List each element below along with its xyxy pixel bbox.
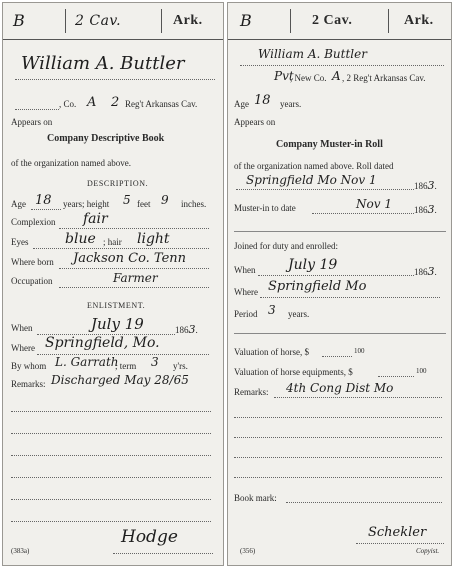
occupation-line (59, 287, 209, 288)
blank-line (234, 477, 442, 478)
blank-line (11, 455, 211, 456)
age-label: Age (234, 99, 249, 109)
when-label: When (11, 323, 33, 333)
company-letter: B (240, 11, 252, 30)
company-value: A (332, 69, 341, 83)
appears-on: Appears on (234, 117, 276, 127)
blank-line (11, 499, 211, 500)
hair-label: ; hair (103, 237, 122, 247)
form-number: (383a) (11, 547, 30, 555)
organization-text: of the organization named above. Roll dated (234, 161, 394, 171)
period-label: Period (234, 309, 258, 319)
where-label: Where (11, 343, 35, 353)
blank-line (11, 521, 211, 522)
term-value: 3 (151, 355, 159, 369)
blank-line (234, 457, 442, 458)
section-rule (234, 231, 446, 232)
roll-dated-value: Springfield Mo Nov 1 (246, 173, 377, 187)
years-height-label: years; height (63, 199, 110, 209)
company-prefix: , Co. (59, 99, 77, 109)
complexion-label: Complexion (11, 217, 56, 227)
where-value: Springfield Mo (268, 279, 367, 294)
divider (65, 9, 66, 33)
divider (290, 9, 291, 33)
section-rule (234, 333, 446, 334)
copyist-signature: Hodge (121, 527, 178, 547)
blank-line (234, 417, 442, 418)
joined-label: Joined for duty and enrolled: (234, 241, 338, 251)
when-value: July 19 (288, 257, 338, 273)
when-year: 1863. (414, 265, 437, 278)
hair-value: light (137, 231, 170, 247)
complexion-line (59, 228, 209, 229)
company-value: A (87, 95, 97, 110)
inches-value: 9 (161, 193, 169, 207)
when-line (258, 275, 414, 276)
divider (161, 9, 162, 33)
header-rule (3, 39, 224, 40)
muster-date-value: Nov 1 (356, 197, 392, 211)
term-label: ; term (115, 361, 137, 371)
when-year: 1863. (175, 323, 198, 336)
copyist-signature: Schekler (368, 525, 427, 540)
occupation-label: Occupation (11, 276, 53, 286)
age-value: 18 (254, 93, 271, 108)
header-rule (228, 39, 452, 40)
state-header: Ark. (173, 13, 203, 28)
regiment-suffix: , 2 Reg't Arkansas Cav. (342, 73, 426, 83)
state-header: Ark. (404, 13, 434, 28)
where-line (260, 297, 440, 298)
soldier-name: William A. Buttler (21, 53, 185, 74)
book-mark-line (286, 502, 442, 503)
where-born-line (59, 268, 209, 269)
blank-line (15, 109, 59, 110)
blank-line (11, 433, 211, 434)
by-whom-value: L. Garrath (55, 355, 119, 369)
complexion-value: fair (83, 211, 108, 227)
divider (388, 9, 389, 33)
organization-text: of the organization named above. (11, 158, 132, 168)
remarks-value: Discharged May 28/65 (51, 373, 189, 387)
equipment-label: Valuation of horse equipments, $ (234, 367, 353, 377)
copyist-line (113, 553, 213, 554)
new-company-label: , New Co. (290, 73, 327, 83)
equipment-value: 100 (416, 367, 427, 375)
roll-year: 1863. (414, 179, 437, 192)
remarks-label: Remarks: (234, 387, 269, 397)
age-value: 18 (35, 193, 52, 208)
roll-title: Company Muster-in Roll (276, 139, 383, 150)
remarks-line (274, 397, 442, 398)
enlistment-heading: ENLISTMENT. (87, 301, 146, 310)
period-value: 3 (268, 303, 276, 317)
form-number: (356) (240, 547, 256, 555)
regiment-number: 2 (111, 95, 120, 110)
where-label: Where (234, 287, 258, 297)
rank-value: Pvt (274, 69, 294, 83)
book-mark-label: Book mark: (234, 493, 277, 503)
copyist-label: Copyist. (416, 547, 440, 555)
name-line (15, 79, 215, 80)
eyes-label: Eyes (11, 237, 29, 247)
where-born-label: Where born (11, 257, 54, 267)
regiment-header: 2 Cav. (75, 13, 122, 29)
muster-line (312, 213, 414, 214)
regiment-suffix: Reg't Arkansas Cav. (125, 99, 198, 109)
appears-on: Appears on (11, 117, 53, 127)
inches-label: inches. (181, 199, 207, 209)
feet-value: 5 (123, 193, 131, 207)
period-years-label: years. (288, 309, 310, 319)
book-title: Company Descriptive Book (47, 133, 165, 144)
left-record-card (2, 2, 224, 566)
horse-label: Valuation of horse, $ (234, 347, 309, 357)
when-value: July 19 (91, 315, 144, 333)
horse-line (322, 356, 352, 357)
company-letter: B (13, 11, 25, 30)
blank-line (234, 437, 442, 438)
remarks-label: Remarks: (11, 379, 46, 389)
when-label: When (234, 265, 256, 275)
where-value: Springfield, Mo. (45, 335, 160, 351)
feet-label: feet (137, 199, 151, 209)
age-label: Age (11, 199, 26, 209)
blank-line (11, 411, 211, 412)
name-line (240, 65, 444, 66)
equipment-line (378, 376, 414, 377)
right-record-card (227, 2, 452, 566)
by-whom-label: By whom (11, 361, 47, 371)
where-born-value: Jackson Co. Tenn (73, 251, 187, 266)
roll-dated-line (236, 189, 414, 190)
occupation-value: Farmer (113, 271, 158, 285)
horse-value: 100 (354, 347, 365, 355)
eyes-hair-line (33, 248, 209, 249)
description-heading: DESCRIPTION. (87, 179, 149, 188)
remarks-value: 4th Cong Dist Mo (286, 381, 394, 395)
soldier-name: William A. Buttler (258, 47, 367, 61)
muster-year: 1863. (414, 203, 437, 216)
age-line (31, 209, 61, 210)
years-label: y'rs. (173, 361, 188, 371)
copyist-line (356, 543, 444, 544)
years-label: years. (280, 99, 302, 109)
regiment-header: 2 Cav. (312, 13, 353, 28)
muster-label: Muster-in to date (234, 203, 296, 213)
eyes-value: blue (65, 231, 96, 247)
blank-line (11, 477, 211, 478)
